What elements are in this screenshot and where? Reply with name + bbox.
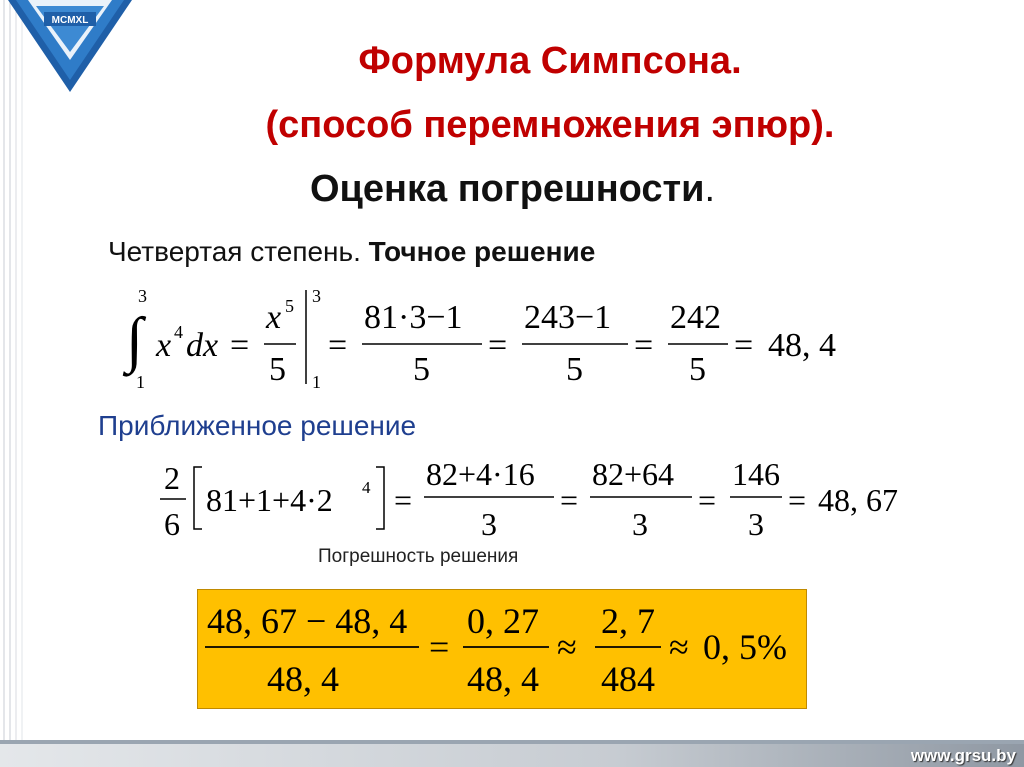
error-result: 0, 5% [703,627,787,667]
e-approx-1: ≈ [557,627,577,667]
title-line-3-dot: . [704,168,716,210]
step1-num: 81·3−1 [364,299,463,336]
bracket-expr: 81+1+4·2 [206,482,333,518]
footer-site: www.grsu.by [910,746,1016,765]
title-line-1: Формула Симпсона. [358,40,742,82]
approx-label: Приближенное решение [98,410,417,441]
a-equals-2: = [560,482,579,518]
error-label: Погрешность решения [318,546,519,567]
antideriv-den: 5 [269,351,286,388]
bracket-left [194,467,202,529]
exact-equation [120,280,880,400]
a-equals-4: = [788,482,807,518]
e-f1-den: 48, 4 [267,659,339,699]
lower-limit: 1 [136,372,145,392]
footer-bar [0,744,1024,767]
a-step1-num: 82+4·16 [426,456,535,492]
e-f2-num: 0, 27 [467,601,539,641]
error-equation [197,589,805,707]
e-f2-den: 48, 4 [467,659,539,699]
eval-lower: 1 [312,372,321,392]
approx-equation [150,455,910,545]
upper-limit: 3 [138,286,147,306]
title-line-3-main: Оценка погрешности [310,168,705,210]
coef-den: 6 [164,506,180,542]
e-f3-den: 484 [601,659,655,699]
antideriv-power: 5 [285,296,294,316]
exact-result: 48, 4 [768,327,836,364]
a-equals-3: = [698,482,717,518]
a-step3-num: 146 [732,456,780,492]
equals-4: = [634,327,654,364]
a-step2-den: 3 [632,506,648,542]
bracket-right [376,467,384,529]
bracket-power: 4 [362,478,371,497]
step2-num: 243−1 [524,299,612,336]
equals-5: = [734,327,754,364]
title-line-2: (способ перемножения эпюр). [265,104,835,146]
approx-result: 48, 67 [818,482,898,518]
integral-sign: ∫ [126,306,143,374]
equals-2: = [328,327,348,364]
a-step3-den: 3 [748,506,764,542]
e-approx-2: ≈ [669,627,689,667]
step1-den: 5 [413,351,430,388]
equals-1: = [230,327,250,364]
exact-label-plain: Четвертая степень. [108,236,369,267]
e-equals: = [429,627,450,667]
step3-den: 5 [689,351,706,388]
step2-den: 5 [566,351,583,388]
exact-label [108,236,595,268]
integrand-power: 4 [174,322,183,342]
title-line-3 [310,168,715,211]
eval-upper: 3 [312,286,321,306]
e-f1-num: 48, 67 − 48, 4 [207,601,408,641]
antideriv-num: x [266,299,282,336]
differential: dx [186,327,219,364]
integrand: x [156,327,172,364]
a-step2-num: 82+64 [592,456,675,492]
coef-num: 2 [164,460,180,496]
logo-text: MCMXL [51,15,89,26]
equals-3: = [488,327,508,364]
step3-num: 242 [670,299,721,336]
a-step1-den: 3 [481,506,497,542]
e-f3-num: 2, 7 [601,601,655,641]
exact-label-bold: Точное решение [368,236,596,267]
a-equals-1: = [394,482,413,518]
decorative-lines [0,0,30,740]
